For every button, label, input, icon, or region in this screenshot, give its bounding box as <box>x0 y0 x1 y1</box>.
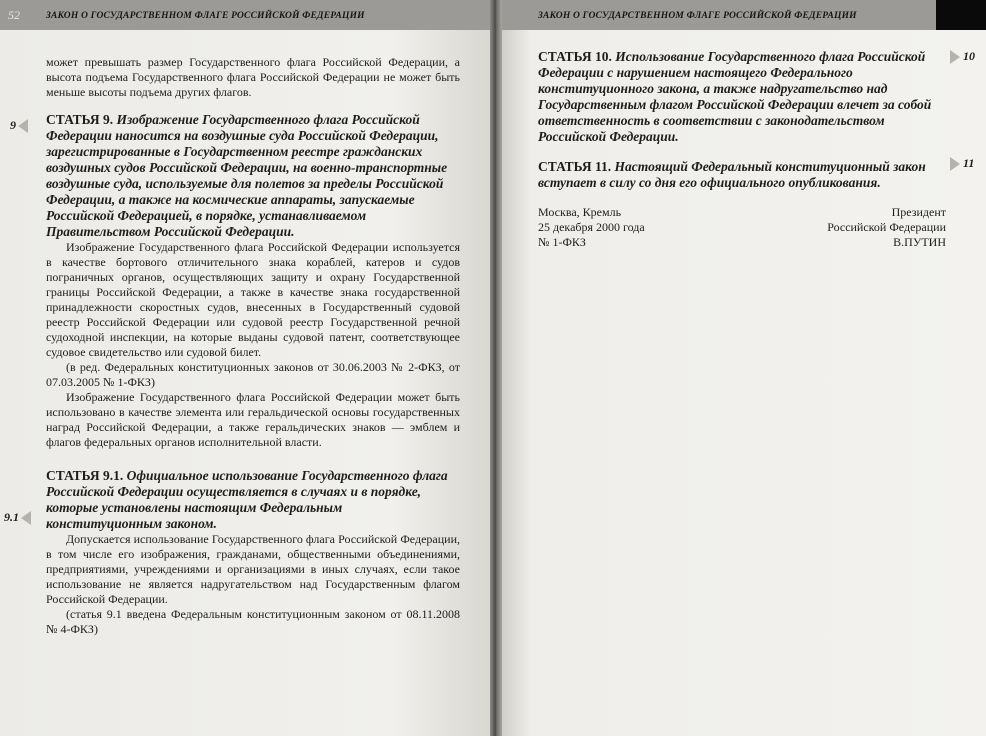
running-head-left: ЗАКОН О ГОСУДАРСТВЕННОМ ФЛАГЕ РОССИЙСКОЙ ФЕДЕРАЦИИ <box>46 11 365 21</box>
article-9-1-lead: СТАТЬЯ 9.1. <box>46 468 124 483</box>
signatory-name: В.ПУТИН <box>893 235 946 249</box>
right-page-content <box>538 49 946 250</box>
triangle-marker-icon <box>950 50 960 64</box>
article-10-heading <box>538 49 946 145</box>
signature-date: 25 декабря 2000 года <box>538 220 645 234</box>
book-gutter <box>490 0 502 736</box>
triangle-marker-icon <box>18 119 28 133</box>
signature-signatory-block <box>827 205 946 250</box>
page-number: 52 <box>8 8 20 22</box>
article-11-heading-text: Настоящий Федеральный конституционный закон вступает в силу со дня его официального опубликования. <box>538 159 926 190</box>
article-9-paragraph-1: Изображение Государственного флага Российской Федерации используется в качестве бортового отличительного знака кораблей, катеров и судов пограничных органов, осуществляющих защиту и охрану Государственной границы Российской Федерации, а также в качестве знака государственной принадлежности скоростных судов, внесенных в Государственный судовой реестр Российской Федерации или судовой реестр Государственной речной судоходной инспекции, на которые выданы судовой патент, соответствующее судовое свидетельство или судовой билет. <box>46 240 460 359</box>
right-page <box>502 0 986 736</box>
black-corner <box>936 0 986 30</box>
article-9-marker <box>10 118 28 133</box>
left-page <box>0 0 490 736</box>
left-page-content <box>46 55 460 637</box>
article-9-heading-text: Изображение Государственного флага Российской Федерации наносится на воздушные суда Российской Федерации, зарегистрированные в Государственном реестре гражданских воздушных судов Российской Федерации, на военно-транспортные воздушные суда, используемые для полетов за пределы Российской Федерации, а также на космические аппараты, запускаемые Российской Федерацией, в порядке, устанавливаемом Правительством Российской Федерации. <box>46 112 448 239</box>
article-9-heading <box>46 112 460 240</box>
article-9-1-marker <box>4 510 31 525</box>
article-10-heading-text: Использование Государственного флага Российской Федерации с нарушением настоящего Федерального конституционного закона, а также надругательство над Государственным флагом Российской Федерации влечет за собой ответственность в соответствии с законодательством Российской Федерации. <box>538 49 932 144</box>
article-9-lead: СТАТЬЯ 9. <box>46 112 114 127</box>
left-header-bar <box>0 0 490 30</box>
article-9-1-marker-number: 9.1 <box>4 510 19 524</box>
triangle-marker-icon <box>950 157 960 171</box>
article-10-lead: СТАТЬЯ 10. <box>538 49 612 64</box>
triangle-marker-icon <box>21 511 31 525</box>
continuation-paragraph: может превышать размер Государственного флага Российской Федерации, а высота подъема Государственного флага Российской Федерации не может быть меньше высоты подъема других флагов. <box>46 55 460 99</box>
running-head-right: ЗАКОН О ГОСУДАРСТВЕННОМ ФЛАГЕ РОССИЙСКОЙ ФЕДЕРАЦИИ <box>538 11 857 21</box>
signature-place-block <box>538 205 645 250</box>
article-9-paragraph-2: Изображение Государственного флага Российской Федерации может быть использовано в качестве элемента или геральдической основы государственных наград Российской Федерации, а также геральдических знаков — эмблем и флагов федеральных органов исполнительной власти. <box>46 390 460 449</box>
article-9-1-amendment-note: (статья 9.1 введена Федеральным конституционным законом от 08.11.2008 № 4-ФКЗ) <box>46 607 460 636</box>
article-11-lead: СТАТЬЯ 11. <box>538 159 612 174</box>
signatory-title-1: Президент <box>891 205 946 219</box>
article-9-amendment-note: (в ред. Федеральных конституционных законов от 30.06.2003 № 2-ФКЗ, от 07.03.2005 № 1-ФКЗ) <box>46 360 460 389</box>
article-9-1-heading <box>46 468 460 532</box>
article-9-1-paragraph-1: Допускается использование Государственного флага Российской Федерации, в том числе его изображения, гражданами, общественными объединениями, предприятиями, учреждениями и организациями в иных случаях, если такое использование не является надругательством над Государственным флагом Российской Федерации. <box>46 532 460 606</box>
signatory-title-2: Российской Федерации <box>827 220 946 234</box>
article-11-marker-number: 11 <box>963 156 975 170</box>
article-10-marker-number: 10 <box>963 49 975 63</box>
signature-block <box>538 205 946 250</box>
article-11-heading <box>538 159 946 191</box>
signature-number: № 1-ФКЗ <box>538 235 586 249</box>
article-11-marker <box>950 156 974 171</box>
article-10-marker <box>950 49 975 64</box>
signature-place: Москва, Кремль <box>538 205 622 219</box>
article-9-1-heading-text: Официальное использование Государственного флага Российской Федерации осуществляется в случаях и в порядке, которые установлены настоящим Федеральным конституционным законом. <box>46 468 448 531</box>
right-header-bar <box>502 0 986 30</box>
article-9-marker-number: 9 <box>10 118 16 132</box>
